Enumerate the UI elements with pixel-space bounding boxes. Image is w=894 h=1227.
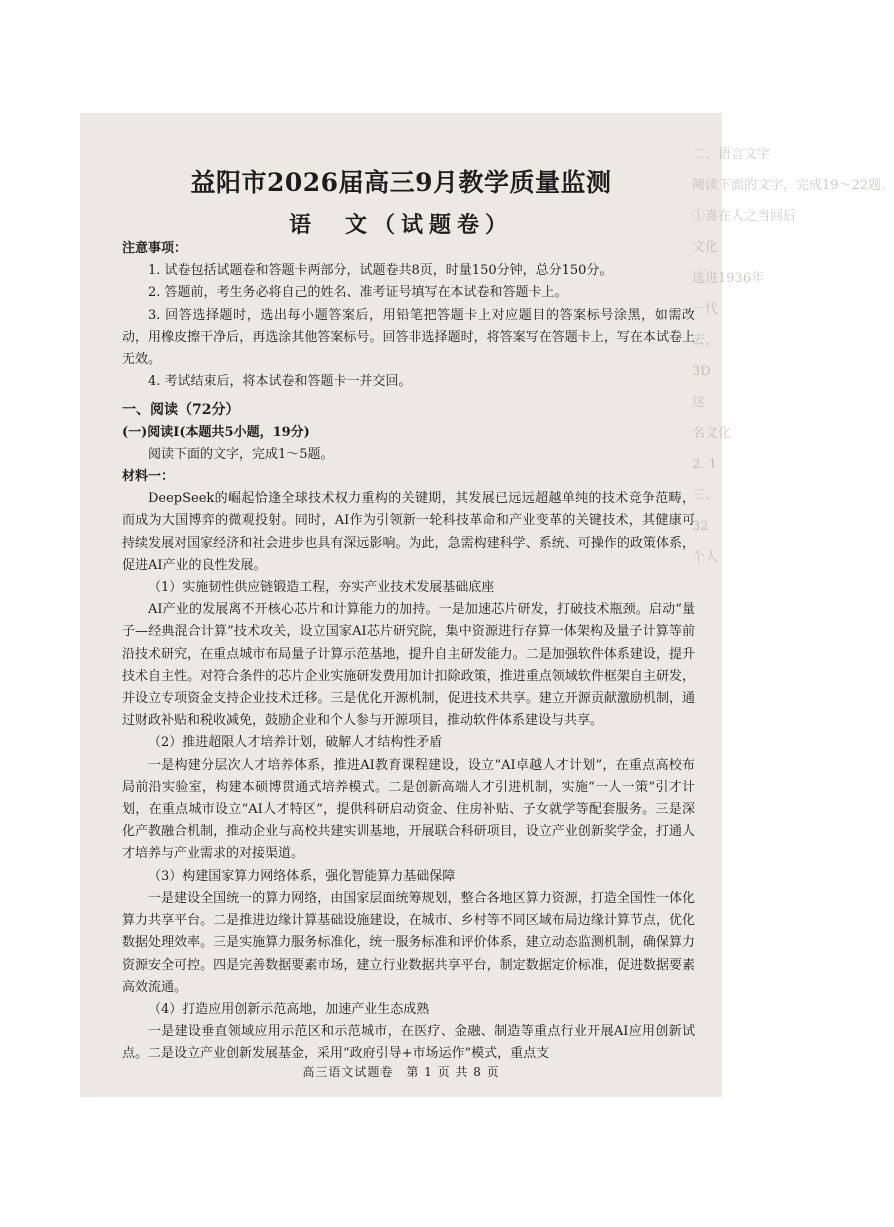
exam-subtitle: 语 文（试题卷） xyxy=(288,212,513,238)
paragraph-3: 一是构建分层次人才培养体系，推进AI教育课程建设，设立“AI卓越人才计划”，在重点高校布局前沿实验室，构建本硕博贯通式培养模式。二是创新高端人才引进机制，实施“一人一策”引才计划，在重点城市设立“AI人才特区”，提供科研启动资金、住房补贴、子女就学等配套服务。三是深化产教融合机制，推动企业与高校共建实训基地，开展联合科研项目，设立产业创新奖学金，打通人才培养与产业需求的对接渠道。 xyxy=(122,757,695,862)
notice-heading: 注意事项： xyxy=(122,241,188,256)
notice-item-1: 1. 试卷包括试题卷和答题卡两部分，试题卷共8页，时量150分钟，总分150分。 xyxy=(148,263,613,279)
bleed-line: 32 xyxy=(692,519,709,534)
bleed-through-text xyxy=(692,139,894,959)
exam-page xyxy=(80,113,894,1097)
exam-title: 益阳市2026届高三9月教学质量监测 xyxy=(190,168,612,197)
bleed-line: 一代 xyxy=(692,302,719,317)
bleed-line: 选进1936年 xyxy=(692,271,765,286)
notice-item-2: 2. 答题前，考生务必将自己的姓名、准考证号填写在本试卷和答题卡上。 xyxy=(148,285,568,301)
bleed-line: 名文化 xyxy=(692,426,732,441)
reading-instruction: 阅读下面的文字，完成1～5题。 xyxy=(148,446,334,462)
paragraph-5: 一是建设垂直领域应用示范区和示范城市，在医疗、金融、制造等重点行业开展AI应用创新试点。二是设立产业创新发展基金，采用“政府引导+市场运作”模式，重点支 xyxy=(122,1024,695,1062)
bleed-line: 个人 xyxy=(692,550,719,565)
subheading-3: （3）构建国家算力网络体系，强化智能算力基础保障 xyxy=(148,868,456,884)
subsection-title: (一)阅读Ⅰ(本题共5小题，19分) xyxy=(122,424,310,440)
bleed-line: 3D xyxy=(692,364,711,379)
bleed-line: 这 xyxy=(692,395,706,410)
subheading-1: （1）实施韧性供应链锻造工程，夯实产业技术发展基础底座 xyxy=(148,580,495,596)
notice-item-4: 4. 考试结束后，将本试卷和答题卡一并交回。 xyxy=(148,374,412,390)
notice-item-3: 3. 回答选择题时，选出每小题答案后，用铅笔把答题卡上对应题目的答案标号涂黑，如需改动，用橡皮擦干净后，再选涂其他答案标号。回答非选择题时，将答案写在答题卡上，写在本试卷上无效。 xyxy=(122,307,695,368)
bleed-line: 二、语言文字 xyxy=(692,147,771,162)
subheading-4: （4）打造应用创新示范高地，加速产业生态成熟 xyxy=(148,1001,430,1017)
bleed-line: 文化 xyxy=(692,240,719,255)
bleed-line: 去， xyxy=(692,333,719,348)
subheading-2: （2）推进超限人才培养计划，破解人才结构性矛盾 xyxy=(148,735,443,751)
paragraph-4: 一是建设全国统一的算力网络，由国家层面统筹规划，整合各地区算力资源，打造全国性一体化算力共享平台。二是推进边缘计算基础设施建设，在城市、乡村等不同区域布局边缘计算节点，优化数据处理效率。三是实施算力服务标准化，统一服务标准和评价体系，建立动态监测机制，确保算力资源安全可控。四是完善数据要素市场，建立行业数据共享平台，制定数据定价标准，促进数据要素高效流通。 xyxy=(122,890,695,995)
bleed-line: ①喜在人之当回后 xyxy=(692,209,797,224)
bleed-line: 阅读下面的文字，完成19～22题。 xyxy=(692,178,894,193)
bleed-line: 2. 1 xyxy=(692,457,717,472)
section-title: 一、阅读（72分） xyxy=(122,402,240,419)
bleed-line: 三、 xyxy=(692,488,719,503)
material-label: 材料一： xyxy=(122,469,175,485)
page-footer: 高三语文试题卷 第 1 页 共 8 页 xyxy=(302,1065,500,1079)
paragraph-2: AI产业的发展离不开核心芯片和计算能力的加持。一是加速芯片研发，打破技术瓶颈。启动“量子—经典混合计算”技术攻关，设立国家AI芯片研究院，集中资源进行存算一体架构及量子计算等前沿技术研究，在重点城市布局量子计算示范基地，提升自主研发能力。二是加强软件体系建设，提升技术自主性。对符合条件的芯片企业实施研发费用加计扣除政策，推进重点领域软件框架自主研发，并设立专项资金支持企业技术迁移。三是优化开源机制，促进技术共享。建立开源贡献激励机制，通过财政补贴和税收减免，鼓励企业和个人参与开源项目，推动软件体系建设与共享。 xyxy=(122,602,695,729)
exam-content xyxy=(122,238,695,1066)
paragraph-1: DeepSeek的崛起恰逢全球技术权力重构的关键期，其发展已远远超越单纯的技术竞争范畴，而成为大国博弈的微观投射。同时，AI作为引领新一轮科技革命和产业变革的关键技术，其健康可持续发展对国家经济和社会进步也具有深远影响。为此，急需构建科学、系统、可操作的政策体系，促进AI产业的良性发展。 xyxy=(122,491,695,573)
